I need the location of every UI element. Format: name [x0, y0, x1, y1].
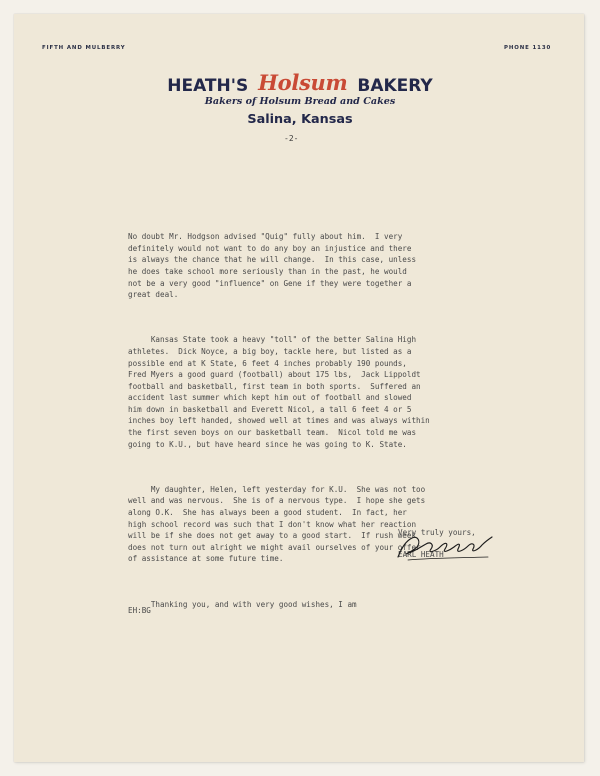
signature: [392, 527, 502, 567]
page-number: -2-: [284, 134, 299, 143]
paragraph-3: My daughter, Helen, left yesterday for K.U. She was not too well and was nervous. She is of a nervous type. I hope she gets along O.K. She has always been a good student. In fact, her high school record was such that I don't know what her reaction will be if she does not get away to a good start. If rush week does not turn out alright we might avail ourselves of your offer of assistance at some future time.: [128, 484, 426, 564]
brand-bakery: BAKERY: [357, 76, 433, 96]
typist-initials: EH:BG: [128, 606, 151, 615]
typed-name: EARL HEATH: [398, 550, 444, 559]
valediction: Very truly yours,: [398, 528, 476, 537]
paragraph-4: Thanking you, and with very good wishes, I am: [128, 599, 357, 609]
letterhead-tagline: Bakers of Holsum Bread and Cakes: [204, 96, 396, 107]
letterhead-phone: PHONE 1130: [504, 45, 552, 51]
signature-underline: [408, 557, 488, 560]
signature-stroke: [398, 537, 492, 557]
letter-body: [128, 208, 510, 632]
paragraph-1: No doubt Mr. Hodgson advised "Quig" fully about him. I very definitely would not want to do any boy an injustice and there is always the chance that he will change. In this case, unless he does take school more seriously than in the past, he would not be a very good "influence" on Gene if they were together a great deal.: [128, 232, 417, 300]
letterhead-city: Salina, Kansas: [247, 112, 353, 127]
paragraph-2: Kansas State took a heavy "toll" of the better Salina High athletes. Dick Noyce, a big boy, tackle here, but listed as a possible end at K State, 6 feet 4 inches probably 190 pounds, Fred Myers a good guard (football) about 175 lbs, Jack Lippoldt football and basketball, first team in both sports. Suffered an accident last summer which kept him out of football and slowed him down in basketball and Everett Nicol, a tall 6 feet 4 or 5 inches boy left handed, showed well at times and was always within the first seven boys on our basketball team. Nicol told me was going to K.U., but have heard since he was going to K. State.: [128, 335, 430, 449]
letterhead-brand: [0, 70, 600, 96]
brand-heaths: HEATH'S: [167, 76, 249, 96]
letterhead-address: FIFTH AND MULBERRY: [42, 45, 126, 51]
brand-holsum-logo: Holsum: [258, 70, 348, 95]
